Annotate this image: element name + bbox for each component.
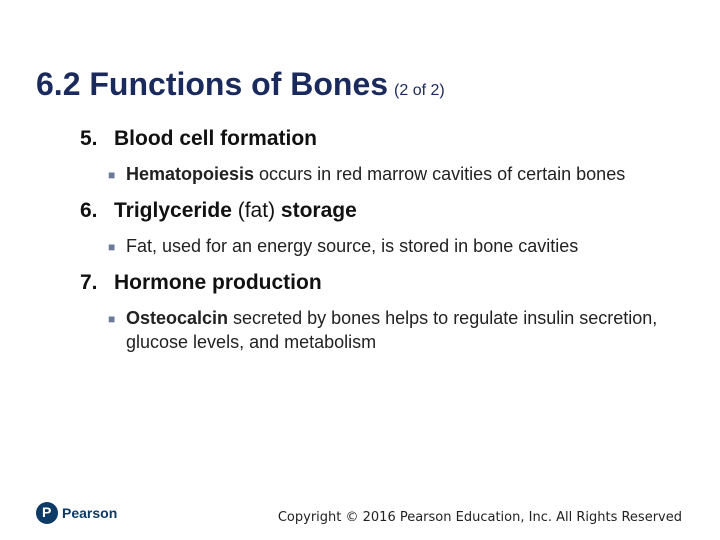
bullet-item — [108, 234, 690, 258]
item-heading-tail: storage — [280, 199, 357, 222]
bullet-bold-term: Hematopoiesis — [126, 164, 255, 184]
bullet-item — [108, 306, 690, 354]
slide-title — [36, 64, 445, 111]
item-number: 7. — [80, 271, 98, 294]
slide-title-suffix: (2 of 2) — [394, 82, 445, 99]
square-bullet-icon: ■ — [108, 240, 116, 254]
bullet-item — [108, 162, 690, 186]
item-number: 5. — [80, 127, 98, 150]
item-heading-rest: (fat) — [231, 199, 281, 222]
square-bullet-icon: ■ — [108, 168, 116, 182]
bullet-text: secreted by bones helps to regulate insulin secretion, glucose levels, and metabolism — [126, 308, 658, 352]
slide-title-text: 6.2 Functions of Bones — [36, 66, 389, 102]
pearson-logo-icon — [36, 502, 58, 524]
bullet-text: occurs in red marrow cavities of certain bones — [254, 164, 626, 184]
bullet-bold-term: Osteocalcin — [126, 308, 229, 328]
item-number: 6. — [80, 199, 98, 222]
item-heading: Triglyceride — [114, 199, 232, 222]
square-bullet-icon: ■ — [108, 312, 116, 326]
bullet-text: Fat, used for an energy source, is stored in bone cavities — [126, 236, 579, 256]
list-item-7 — [80, 268, 690, 298]
pearson-logo — [36, 502, 117, 524]
slide-content — [80, 124, 690, 354]
item-heading: Blood cell formation — [114, 127, 318, 150]
copyright-notice: Copyright © 2016 Pearson Education, Inc. All Rights Reserved — [277, 510, 682, 525]
item-heading: Hormone production — [114, 271, 322, 294]
logo-text: Pearson — [62, 505, 118, 521]
list-item-6 — [80, 196, 690, 226]
list-item-5 — [80, 124, 690, 154]
